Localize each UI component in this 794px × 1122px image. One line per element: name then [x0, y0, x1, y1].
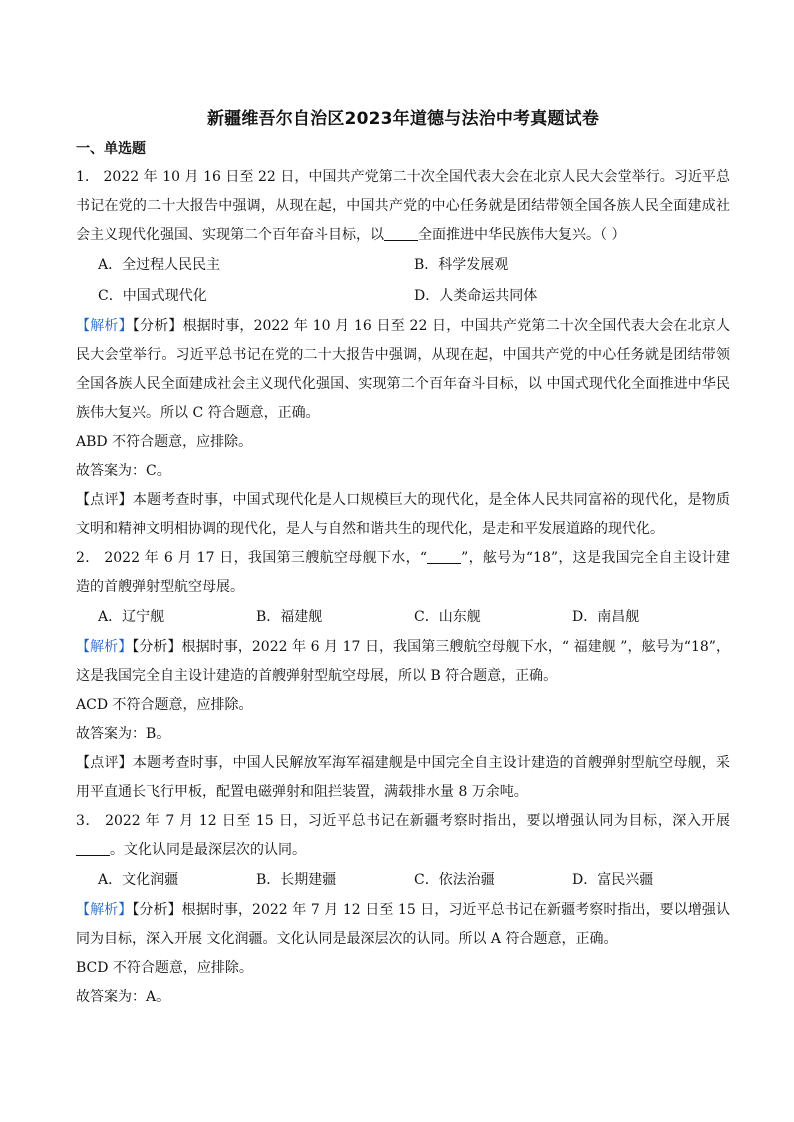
- question-1-stem-text: 1． 2022 年 10 月 16 日至 22 日，中国共产党第二十次全国代表大会在北京人民大会堂举行。习近平总书记在党的二十大报告中强调，从现在起，中国共产党的中心任务就是团结带领全国各族人民全面建成社会主义现代化强国、实现第二个百年奋斗目标，以: [76, 169, 730, 243]
- option-c: C．依法治疆: [414, 872, 495, 888]
- question-2-options: [76, 602, 730, 633]
- option-b: B．长期建疆: [256, 872, 337, 888]
- analysis-tag: 【解析】: [76, 902, 133, 918]
- analysis-text: 【分析】根据时事，2022 年 7 月 12 日至 15 日，习近平总书记在新疆考察时指出，要以增强认同为目标，深入开展 文化润疆。文化认同是最深层次的认同。所以 A 符合题意，正确。: [76, 902, 730, 947]
- answer-blank: [76, 841, 110, 856]
- option-a: A．辽宁舰: [98, 609, 165, 625]
- question-2-stem-text: 2． 2022 年 6 月 17 日，我国第三艘航空母舰下水，“: [76, 550, 428, 566]
- question-1-options-row2: [76, 281, 730, 312]
- question-3-analysis: [76, 896, 730, 954]
- question-3-answer: 故答案为：A。: [76, 989, 171, 1005]
- option-a: A．文化润疆: [98, 872, 179, 888]
- analysis-text: 【分析】根据时事，2022 年 10 月 16 日至 22 日，中国共产党第二十次全国代表大会在北京人民大会堂举行。习近平总书记在党的二十大报告中强调，从现在起，中国共产党的中心任务就是团结带领全国各族人民全面建成社会主义现代化强国、实现第二个百年奋斗目标，以 中国式现代化全面推进中华民族伟大复兴。所以 C 符合题意，正确。: [76, 318, 730, 421]
- option-d: D．富民兴疆: [572, 872, 654, 888]
- answer-blank: [427, 549, 461, 564]
- option-d: D．人类命运共同体: [414, 288, 538, 304]
- question-2-stem: [76, 544, 730, 602]
- question-2-analysis: [76, 633, 730, 691]
- question-3-stem: [76, 807, 730, 865]
- analysis-text: 【分析】根据时事，2022 年 6 月 17 日，我国第三艘航空母舰下水，“ 福建舰 ”，舷号为“18”，这是我国完全自主设计建造的首艘弹射型航空母展，所以 B 符合题意，正确。: [76, 639, 731, 684]
- analysis-tag: 【解析】: [76, 318, 133, 334]
- question-1-stem-text-end: 全面推进中华民族伟大复兴。（ ）: [418, 227, 626, 243]
- analysis-tag: 【解析】: [76, 639, 133, 655]
- section-heading: 一、单选题: [76, 141, 146, 157]
- question-3-options: [76, 865, 730, 896]
- question-1-answer: 故答案为：C。: [76, 463, 171, 479]
- option-c: C．山东舰: [414, 609, 481, 625]
- question-1-stem: [76, 163, 730, 250]
- question-3-stem-text-end: 。文化认同是最深层次的认同。: [110, 842, 306, 858]
- option-a: A．全过程人民民主: [98, 257, 221, 273]
- option-b: B．科学发展观: [414, 257, 509, 273]
- question-1-exclude: ABD 不符合题意，应排除。: [76, 434, 253, 450]
- question-1-analysis: [76, 312, 730, 428]
- option-b: B．福建舰: [256, 609, 323, 625]
- question-1-options: [76, 250, 730, 281]
- question-1-comment: 【点评】本题考查时事，中国式现代化是人口规模巨大的现代化，是全体人民共同富裕的现代化，是物质文明和精神文明相协调的现代化，是人与自然和谐共生的现代化，是走和平发展道路的现代化。: [76, 492, 730, 537]
- question-2-exclude: ACD 不符合题意，应排除。: [76, 697, 253, 713]
- question-2-answer: 故答案为：B。: [76, 726, 171, 742]
- answer-blank: [384, 226, 418, 241]
- question-2-stem-text-end: ”，舷号为“18”，这是我国完全自主设计建造的首艘弹射型航空母展。: [76, 550, 730, 595]
- option-c: C．中国式现代化: [98, 288, 207, 304]
- question-2-comment: 【点评】本题考查时事，中国人民解放军海军福建舰是中国完全自主设计建造的首艘弹射型航空母舰，采用平直通长飞行甲板，配置电磁弹射和阻拦装置，满载排水量 8 万余吨。: [76, 755, 730, 800]
- page-title: 新疆维吾尔自治区2023年道德与法治中考真题试卷: [206, 109, 600, 129]
- question-3-exclude: BCD 不符合题意，应排除。: [76, 960, 253, 976]
- option-d: D．南昌舰: [572, 609, 640, 625]
- question-3-stem-text: 3． 2022 年 7 月 12 日至 15 日，习近平总书记在新疆考察时指出，要以增强认同为目标，深入开展: [76, 813, 730, 829]
